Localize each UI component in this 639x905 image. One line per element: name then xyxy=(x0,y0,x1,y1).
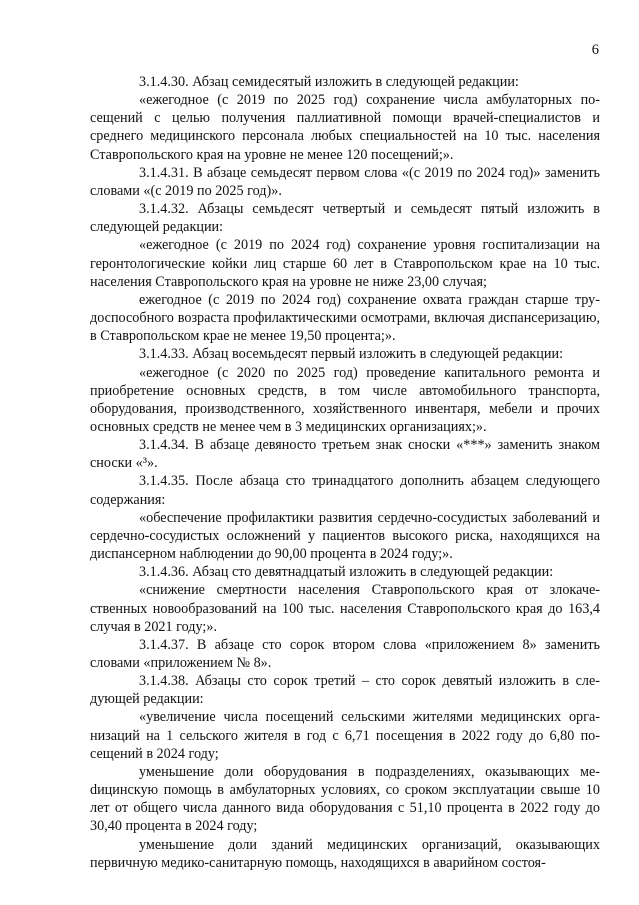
paragraph-quote-equipment-share: уменьшение доли оборудования в подразделениях, оказывающих меdицинскую помощь в амбулаторных условиях, со сроком эксплуатации свыше 10 лет от общего числа данного вида оборудования с 51,10 процента в 2022 году до 30,40 процента в 2024 году; xyxy=(90,763,600,835)
paragraph-3-1-4-32: 3.1.4.32. Абзацы семьдесят четвертый и семьдесят пятый изложить в следующей редакции: xyxy=(90,201,600,236)
paragraph-3-1-4-34: 3.1.4.34. В абзаце девяносто третьем знак сноски «***» заменить знаком сноски «³». xyxy=(90,437,600,472)
paragraph-quote-cardio-prevention: «обеспечение профилактики развития сердечно-сосудистых заболеваний и сердечно-сосудистых осложнений у пациентов высокого риска, находящихся на диспансерном наблюдении до 90,00 процента в 2024 году;». xyxy=(90,509,600,563)
paragraph-quote-rural-visits: «увеличение числа посещений сельскими жителями медицинских организаций на 1 сельского жителя в год с 6,71 посещения в 2022 году до 6,80 посещений в 2024 году; xyxy=(90,709,600,762)
paragraph-quote-gerontology-beds: «ежегодное (с 2019 по 2024 год) сохранение уровня госпитализации на геронтологические койки лиц старше 60 лет в Ставропольском крае на 10 тыс. населения Ставропольского края на уровне не ниже 23,00 случая; xyxy=(90,237,600,290)
paragraph-quote-preventive-exams: ежегодное (с 2019 по 2024 год) сохранение охвата граждан старше трудоспособного возраста профилактическими осмотрами, включая диспансеризацию, в Ставропольском крае не менее 19,50 процента;». xyxy=(90,291,600,345)
paragraph-quote-capital-repair: «ежегодное (с 2020 по 2025 год) проведение капитального ремонта и приобретение основных средств, в том числе автомобильного транспорта, оборудования, производственного, хозяйственного инвентаря, мебели и прочих основных средств не менее чем в 3 медицинских организациях;». xyxy=(90,364,600,435)
paragraph-3-1-4-37: 3.1.4.37. В абзаце сто сорок втором слова «приложением 8» заменить словами «приложением № 8». xyxy=(90,636,600,671)
paragraph-3-1-4-36: 3.1.4.36. Абзац сто девятнадцатый изложить в следующей редакции: xyxy=(139,564,554,581)
document-body xyxy=(90,73,600,872)
paragraph-3-1-4-30: 3.1.4.30. Абзац семидесятый изложить в следующей редакции: xyxy=(139,74,519,90)
paragraph-quote-ambulatory-visits: «ежегодное (с 2019 по 2025 год) сохранение числа амбулаторных посещений с целью получения паллиативной помощи врачей-специалистов и среднего медицинского персонала любых специальностей на 10 тыс. населения Ставропольского края на уровне не менее 120 посещений;». xyxy=(90,92,600,163)
paragraph-3-1-4-31: 3.1.4.31. В абзаце семьдесят первом слова «(с 2019 по 2024 год)» заменить словами «(с 2019 по 2025 год)». xyxy=(90,164,600,199)
paragraph-3-1-4-33: 3.1.4.33. Абзац восемьдесят первый изложить в следующей редакции: xyxy=(139,346,564,363)
page-number: 6 xyxy=(591,42,599,58)
paragraph-3-1-4-38: 3.1.4.38. Абзацы сто сорок третий – сто сорок девятый изложить в следующей редакции: xyxy=(90,673,600,708)
paragraph-quote-buildings-share: уменьшение доли зданий медицинских организаций, оказывающих первичную медико-санитарную помощь, находящихся в аварийном состоя- xyxy=(90,836,600,871)
paragraph-quote-cancer-mortality: «снижение смертности населения Ставропольского края от злокачественных новообразований на 100 тыс. населения Ставропольского края до 163,4 случая в 2021 году;». xyxy=(90,582,600,635)
paragraph-3-1-4-35: 3.1.4.35. После абзаца сто тринадцатого дополнить абзацем следующего содержания: xyxy=(90,473,600,508)
